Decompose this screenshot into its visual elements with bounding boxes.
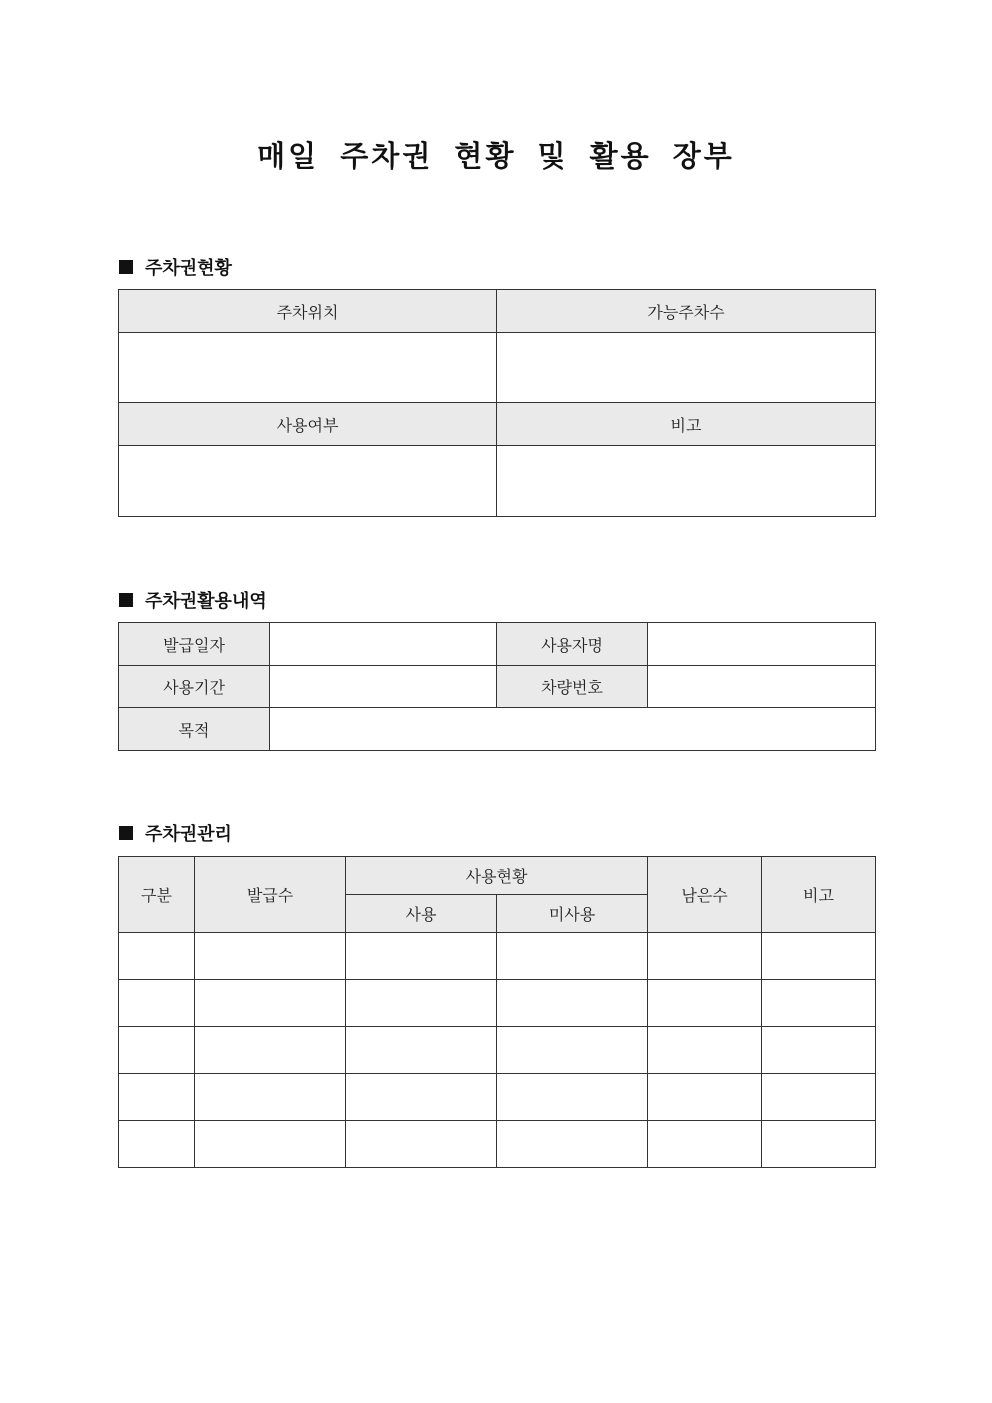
- section-heading-label: 주차권현황: [145, 258, 232, 279]
- cell-used[interactable]: [346, 1027, 497, 1074]
- cell-note[interactable]: [762, 1074, 876, 1121]
- cell-category[interactable]: [119, 933, 195, 980]
- cell-purpose[interactable]: [270, 708, 876, 751]
- cell-vehicle-number[interactable]: [648, 666, 876, 708]
- cell-note[interactable]: [497, 446, 876, 517]
- cell-used[interactable]: [346, 1074, 497, 1121]
- label-purpose: 목적: [119, 708, 270, 751]
- cell-usage[interactable]: [119, 446, 497, 517]
- square-bullet-icon: [119, 593, 133, 607]
- cell-issued-count[interactable]: [195, 980, 346, 1027]
- label-issue-date: 발급일자: [119, 623, 270, 666]
- cell-remaining[interactable]: [648, 980, 762, 1027]
- ticket-management-table: [118, 856, 876, 1168]
- table-row: [119, 933, 876, 980]
- cell-available-spaces[interactable]: [497, 333, 876, 403]
- header-note: 비고: [762, 857, 876, 933]
- header-unused: 미사용: [497, 895, 648, 933]
- label-vehicle-number: 차량번호: [497, 666, 648, 708]
- cell-note[interactable]: [762, 933, 876, 980]
- cell-unused[interactable]: [497, 980, 648, 1027]
- section-heading-usage-history: [119, 587, 267, 613]
- cell-category[interactable]: [119, 1074, 195, 1121]
- cell-unused[interactable]: [497, 1027, 648, 1074]
- parking-status-table: [118, 289, 876, 517]
- label-user-name: 사용자명: [497, 623, 648, 666]
- cell-user-name[interactable]: [648, 623, 876, 666]
- label-usage-period: 사용기간: [119, 666, 270, 708]
- header-category: 구분: [119, 857, 195, 933]
- table-row: [119, 1027, 876, 1074]
- header-parking-location: 주차위치: [119, 290, 497, 333]
- square-bullet-icon: [119, 826, 133, 840]
- cell-used[interactable]: [346, 933, 497, 980]
- cell-unused[interactable]: [497, 1121, 648, 1168]
- header-usage-status: 사용현황: [346, 857, 648, 895]
- header-note: 비고: [497, 403, 876, 446]
- cell-issued-count[interactable]: [195, 1027, 346, 1074]
- cell-unused[interactable]: [497, 1074, 648, 1121]
- table-row: [119, 1121, 876, 1168]
- section-heading-label: 주차권활용내역: [145, 591, 267, 612]
- cell-issued-count[interactable]: [195, 933, 346, 980]
- header-available-spaces: 가능주차수: [497, 290, 876, 333]
- cell-remaining[interactable]: [648, 1121, 762, 1168]
- header-remaining: 남은수: [648, 857, 762, 933]
- cell-used[interactable]: [346, 1121, 497, 1168]
- page-title: 매일 주차권 현황 및 활용 장부: [257, 139, 735, 173]
- section-heading-parking-status: [119, 254, 232, 280]
- section-heading-ticket-management: [119, 820, 232, 846]
- cell-category[interactable]: [119, 1121, 195, 1168]
- header-used: 사용: [346, 895, 497, 933]
- table-row: [119, 980, 876, 1027]
- cell-remaining[interactable]: [648, 1027, 762, 1074]
- cell-used[interactable]: [346, 980, 497, 1027]
- cell-note[interactable]: [762, 1027, 876, 1074]
- cell-remaining[interactable]: [648, 1074, 762, 1121]
- square-bullet-icon: [119, 260, 133, 274]
- section-heading-label: 주차권관리: [145, 824, 232, 845]
- header-usage: 사용여부: [119, 403, 497, 446]
- cell-remaining[interactable]: [648, 933, 762, 980]
- header-issued-count: 발급수: [195, 857, 346, 933]
- cell-note[interactable]: [762, 980, 876, 1027]
- cell-note[interactable]: [762, 1121, 876, 1168]
- cell-issued-count[interactable]: [195, 1074, 346, 1121]
- cell-issue-date[interactable]: [270, 623, 497, 666]
- table-row: [119, 1074, 876, 1121]
- cell-usage-period[interactable]: [270, 666, 497, 708]
- cell-unused[interactable]: [497, 933, 648, 980]
- usage-history-table: [118, 622, 876, 751]
- cell-category[interactable]: [119, 1027, 195, 1074]
- cell-issued-count[interactable]: [195, 1121, 346, 1168]
- cell-category[interactable]: [119, 980, 195, 1027]
- cell-parking-location[interactable]: [119, 333, 497, 403]
